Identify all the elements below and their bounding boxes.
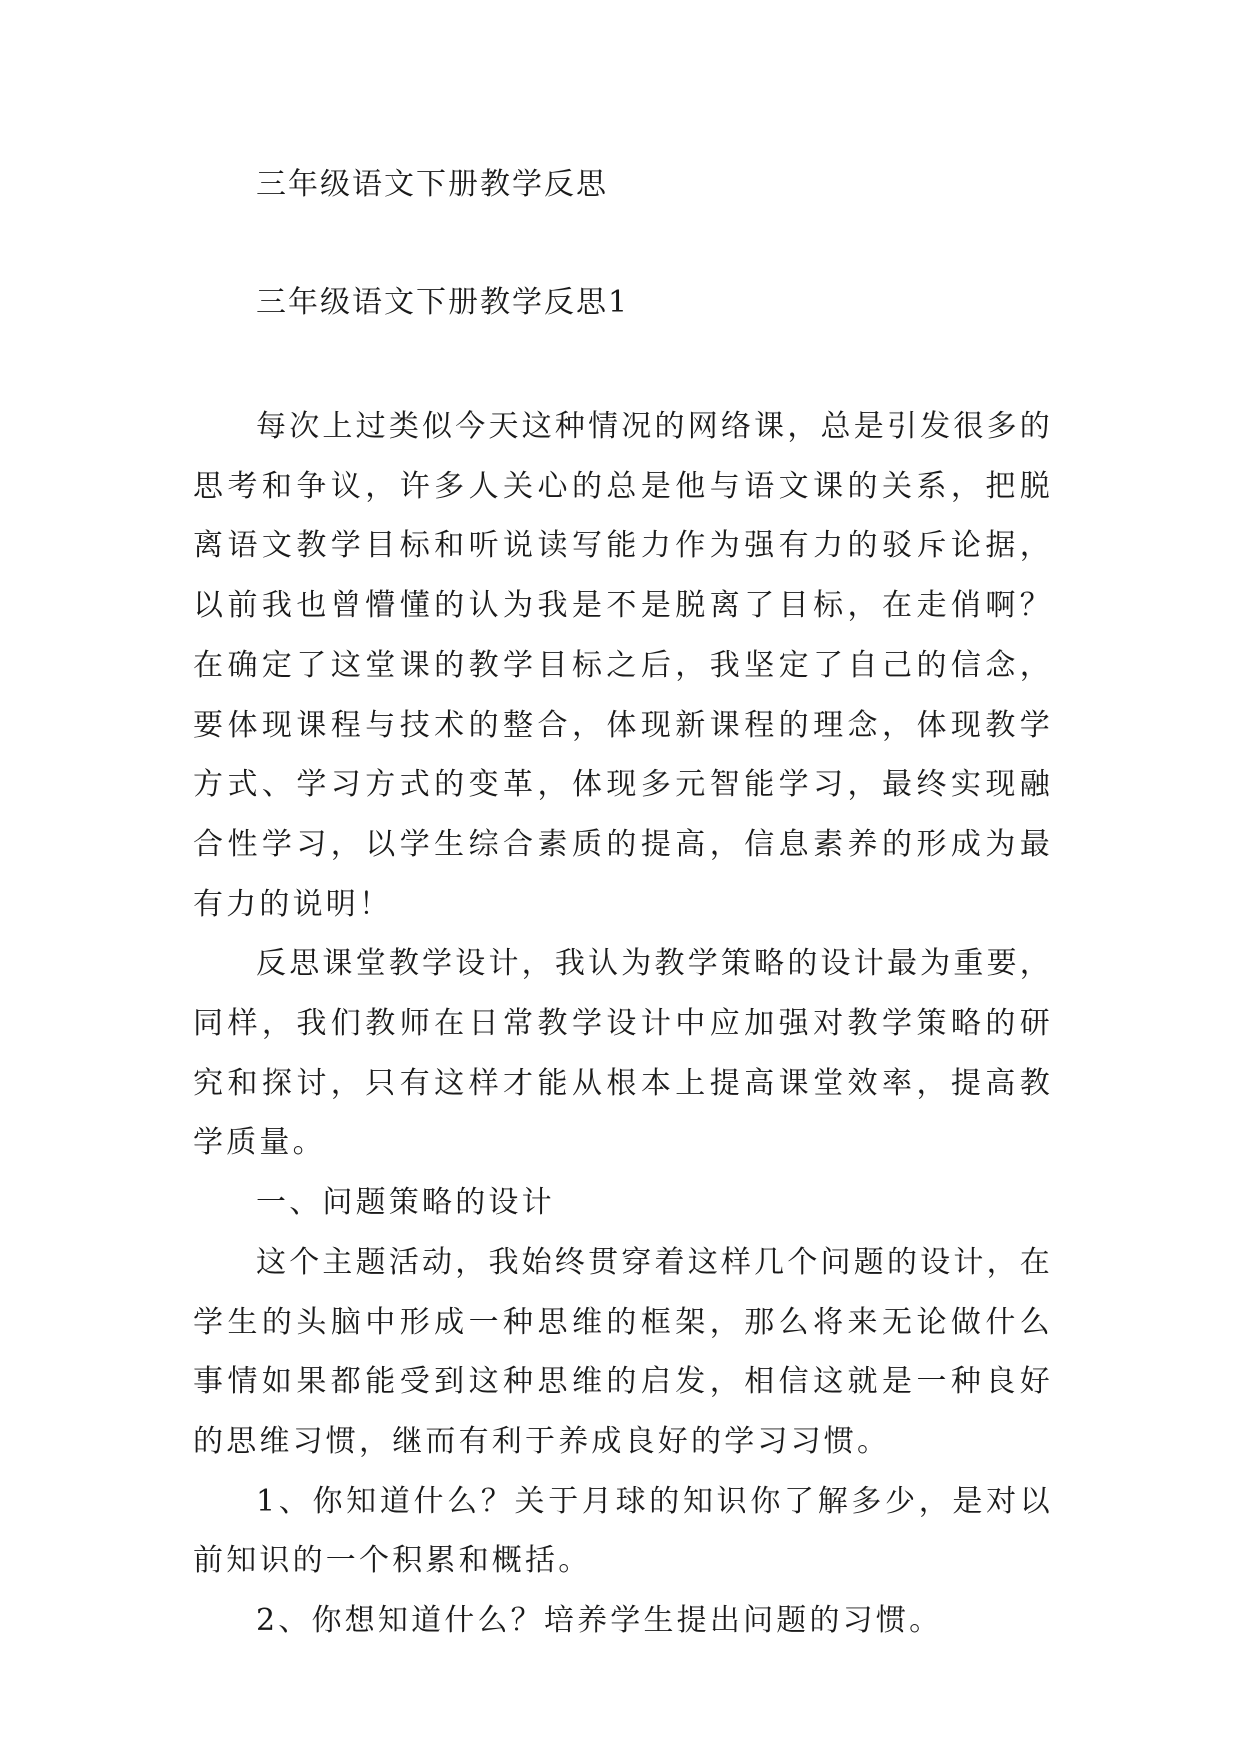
paragraph-reflection: 反思课堂教学设计，我认为教学策略的设计最为重要，同样，我们教师在日常教学设计中应加强对教学策略的研究和探讨，只有这样才能从根本上提高课堂效率，提高教学质量。 (193, 946, 1053, 1161)
document-subtitle: 三年级语文下册教学反思1 (256, 285, 630, 320)
list-item-2: 2、你想知道什么？培养学生提出问题的习惯。 (256, 1603, 943, 1639)
document-body (193, 397, 1053, 1651)
document-page (193, 0, 1053, 1754)
section-heading: 一、问题策略的设计 (256, 1185, 555, 1221)
document-title: 三年级语文下册教学反思 (256, 167, 608, 202)
paragraph-question-design: 这个主题活动，我始终贯穿着这样几个问题的设计，在学生的头脑中形成一种思维的框架，那么将来无论做什么事情如果都能受到这种思维的启发，相信这就是一种良好的思维习惯，继而有利于养成良好的学习习惯。 (193, 1244, 1053, 1459)
paragraph-intro: 每次上过类似今天这种情况的网络课，总是引发很多的思考和争议，许多人关心的总是他与语文课的关系，把脱离语文教学目标和听说读写能力作为强有力的驳斥论据，以前我也曾懵懂的认为我是不是脱离了目标，在走俏啊？在确定了这堂课的教学目标之后，我坚定了自己的信念，要体现课程与技术的整合，体现新课程的理念，体现教学方式、学习方式的变革，体现多元智能学习，最终实现融合性学习，以学生综合素质的提高，信息素养的形成为最有力的说明！ (193, 409, 1053, 922)
list-item-1: 1、你知道什么？关于月球的知识你了解多少，是对以前知识的一个积累和概括。 (193, 1483, 1053, 1579)
